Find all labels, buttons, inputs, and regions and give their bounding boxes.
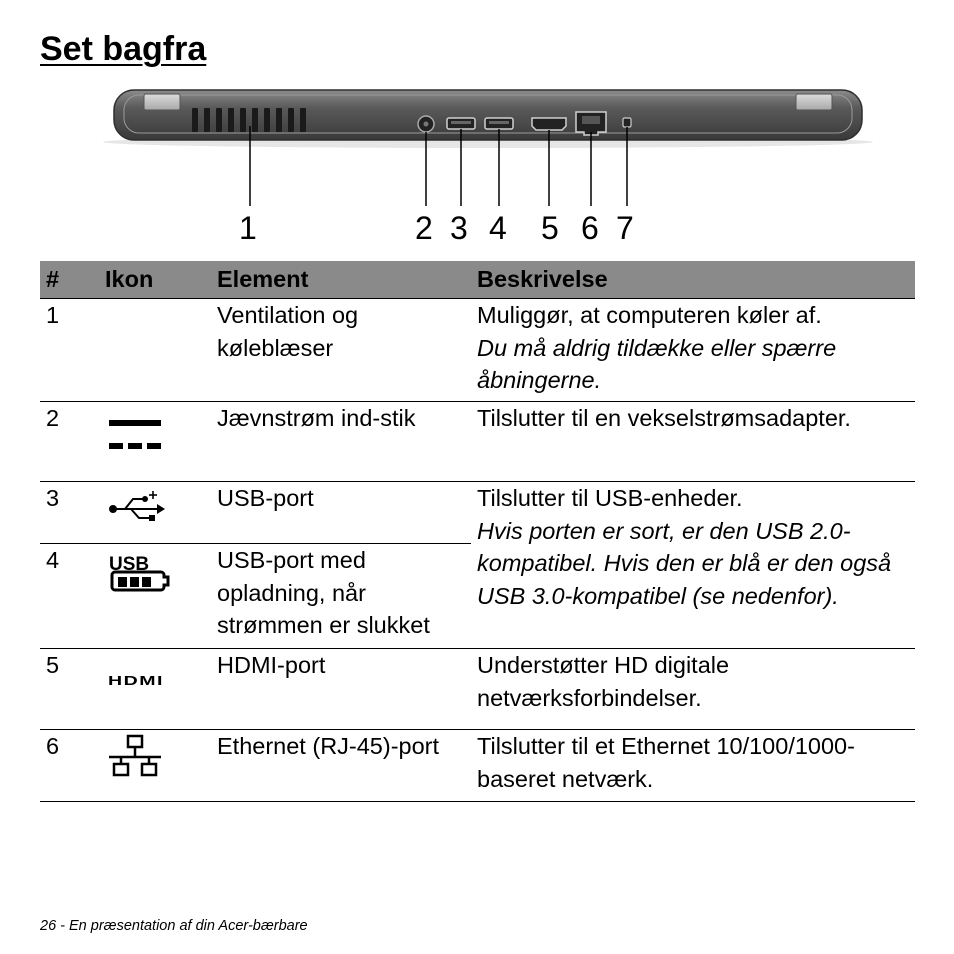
row-element: Ethernet (RJ-45)-port	[211, 730, 471, 802]
row-icon	[99, 730, 211, 802]
usb-charge-icon	[105, 550, 175, 596]
row-description	[471, 482, 915, 649]
kensington-lock-slot	[623, 118, 631, 127]
callout-5: 5	[541, 210, 559, 246]
row-element: Jævnstrøm ind-stik	[211, 402, 471, 482]
hdmi-port	[532, 118, 566, 130]
header-description: Beskrivelse	[471, 261, 915, 299]
header-icon: Ikon	[99, 261, 211, 299]
dc-power-icon	[105, 408, 165, 452]
table-row	[40, 649, 915, 730]
row-element: USB-port med opladning, når strømmen er slukket	[211, 544, 471, 649]
table-header-row	[40, 261, 915, 299]
table-row	[40, 402, 915, 482]
callout-4: 4	[489, 210, 507, 246]
row-icon	[99, 649, 211, 730]
usb-icon	[105, 488, 169, 522]
page-title: Set bagfra	[40, 30, 207, 68]
row-icon	[99, 299, 211, 402]
row-number: 2	[40, 402, 99, 482]
page-footer: 26 - En præsentation af din Acer-bærbare	[40, 918, 308, 934]
row-number: 1	[40, 299, 99, 402]
usb-charge-icon-label: USB	[109, 554, 150, 575]
header-element: Element	[211, 261, 471, 299]
ethernet-icon	[105, 733, 165, 783]
row-element: USB-port	[211, 482, 471, 544]
callout-3: 3	[450, 210, 468, 246]
description-text: Tilslutter til USB-enheder.	[477, 485, 743, 511]
row-description	[471, 299, 915, 402]
description-note: Du må aldrig tildække eller spærre åbningerne.	[477, 334, 837, 393]
callout-7: 7	[616, 210, 634, 246]
rear-view-table	[40, 261, 915, 802]
description-note: Hvis porten er sort, er den USB 2.0-kompatibel. Hvis den er blå er den også USB 3.0-kompatibel (se nedenfor).	[477, 517, 892, 609]
row-number: 3	[40, 482, 99, 544]
row-description: Tilslutter til et Ethernet 10/100/1000-baseret netværk.	[471, 730, 915, 802]
callout-2: 2	[415, 210, 433, 246]
row-icon	[99, 482, 211, 544]
row-number: 5	[40, 649, 99, 730]
row-icon	[99, 402, 211, 482]
table-row	[40, 299, 915, 402]
callout-6: 6	[581, 210, 599, 246]
table-row	[40, 730, 915, 802]
description-text: Muliggør, at computeren køler af.	[477, 302, 822, 328]
header-number: #	[40, 261, 99, 299]
row-element: Ventilation og køleblæser	[211, 299, 471, 402]
hdmi-icon-label: HDMI	[108, 673, 164, 688]
hdmi-icon	[105, 655, 169, 689]
ethernet-port	[576, 112, 606, 135]
row-icon	[99, 544, 211, 649]
row-description: Understøtter HD digitale netværksforbindelser.	[471, 649, 915, 730]
callout-1: 1	[239, 210, 257, 246]
table-row	[40, 482, 915, 544]
row-element: HDMI-port	[211, 649, 471, 730]
row-description: Tilslutter til en vekselstrømsadapter.	[471, 402, 915, 482]
row-number: 6	[40, 730, 99, 802]
row-number: 4	[40, 544, 99, 649]
